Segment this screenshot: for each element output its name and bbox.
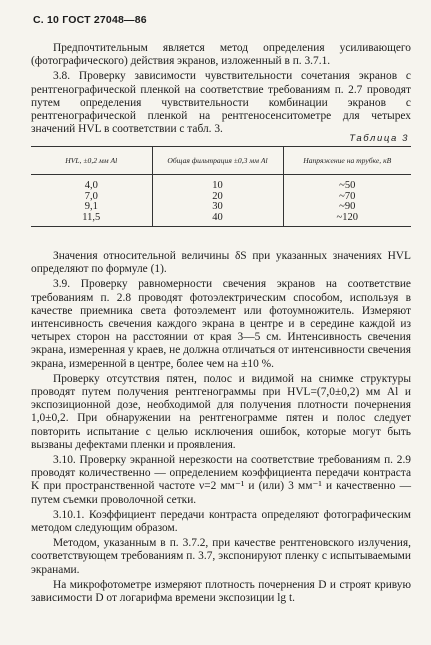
cell-hvl: 7,0 [84,190,98,202]
column-header-filtration: Общая фильтрация ±0,3 мм Al [152,147,283,175]
paragraph-spots-check: Проверку отсутствия пятен, полос и видимой на снимке структуры проводят путем получения рентгенограммы при HVL=(7,0±0,2) мм Al и экспозиционной дозе, необходимой для получения плотности почернения 1,0±0,2. При обнаружении на рентгенограмме пятен и полос следует повторить испытание с целью исключения ошибок, которые могут быть вызваны дефектами пленки и проявления. [31,372,411,451]
table-header-row [31,147,411,175]
paragraph-3-8: 3.8. Проверку зависимости чувствительности сочетания экранов с рентгенографической пленкой на соответствие требованиям п. 2.7 проводят путем определения чувствительности комбинации экранов с рентгенографической пленкой на рентгеносенситометре для четырех значений HVL в соответствии с табл. 3. [31,70,411,136]
cell-filtration: 10 [152,175,283,192]
table-row [31,202,411,213]
cell-filtration: 40 [152,213,283,227]
paragraph-delta-values: Значения относительной величины δS при указанных значениях HVL определяют по формуле (1). [31,250,411,276]
cell-filtration: 30 [152,202,283,213]
paragraph-3-10-1: 3.10.1. Коэффициент передачи контраста определяют фотографическим методом следующим образом. [31,508,411,535]
cell-voltage: ~70 [283,192,411,203]
cell-voltage: ~50 [283,175,411,192]
table-caption: Таблица 3 [349,133,409,144]
cell-voltage: ~120 [283,213,411,227]
paragraph-3-10: 3.10. Проверку экранной нерезкости на соответствие требованиям п. 2.9 проводят количественно — определением коэффициента передачи контраста K при пространственной частоте ν=2 мм⁻¹ и (или) 3 мм⁻¹ и качественно — путем съемки проволочной сетки. [31,454,411,506]
paragraph-3-9: 3.9. Проверку равномерности свечения экранов на соответствие требованиям п. 2.8 проводят фотоэлектрическим способом, используя в качестве приемника света фотоэлемент или фотоумножитель. Измеряют интенсивность свечения каждого экрана в центре и в середине каждой из четырех сторон на расстоянии от края 3—5 см. Интенсивность свечения экрана, измеренная у краев, не должна отличаться от интенсивности свечения экрана, измеренной в центре, более чем на ±10 %. [31,278,411,370]
paragraph-microphotometer: На микрофотометре измеряют плотность почернения D и строят кривую зависимости D от логарифма времени экспозиции lg t. [31,578,411,605]
column-header-voltage: Напряжение на трубке, кВ [283,147,411,175]
table-row [31,175,411,192]
main-section [31,250,411,605]
page-header: С. 10 ГОСТ 27048—86 [33,14,147,26]
paragraph-method: Методом, указанным в п. 3.7.2, при качестве рентгеновского излучения, соответствующем требованиям п. 3.7, экспонируют пленку с испытываемыми экранами. [31,537,411,576]
cell-hvl: 11,5 [31,213,152,227]
table-row [31,213,411,227]
cell-hvl: 4,0 [84,180,98,191]
paragraph-preferred-method: Предпочтительным является метод определения усиливающего (фотографического) действия экранов, изложенный в п. 3.7.1. [31,42,411,68]
column-header-hvl: HVL, ±0,2 мм Al [31,147,152,175]
cell-hvl: 9,1 [84,201,98,212]
intro-section [31,42,411,136]
cell-filtration: 20 [152,192,283,203]
cell-voltage: ~90 [283,202,411,213]
table-3 [31,146,411,227]
